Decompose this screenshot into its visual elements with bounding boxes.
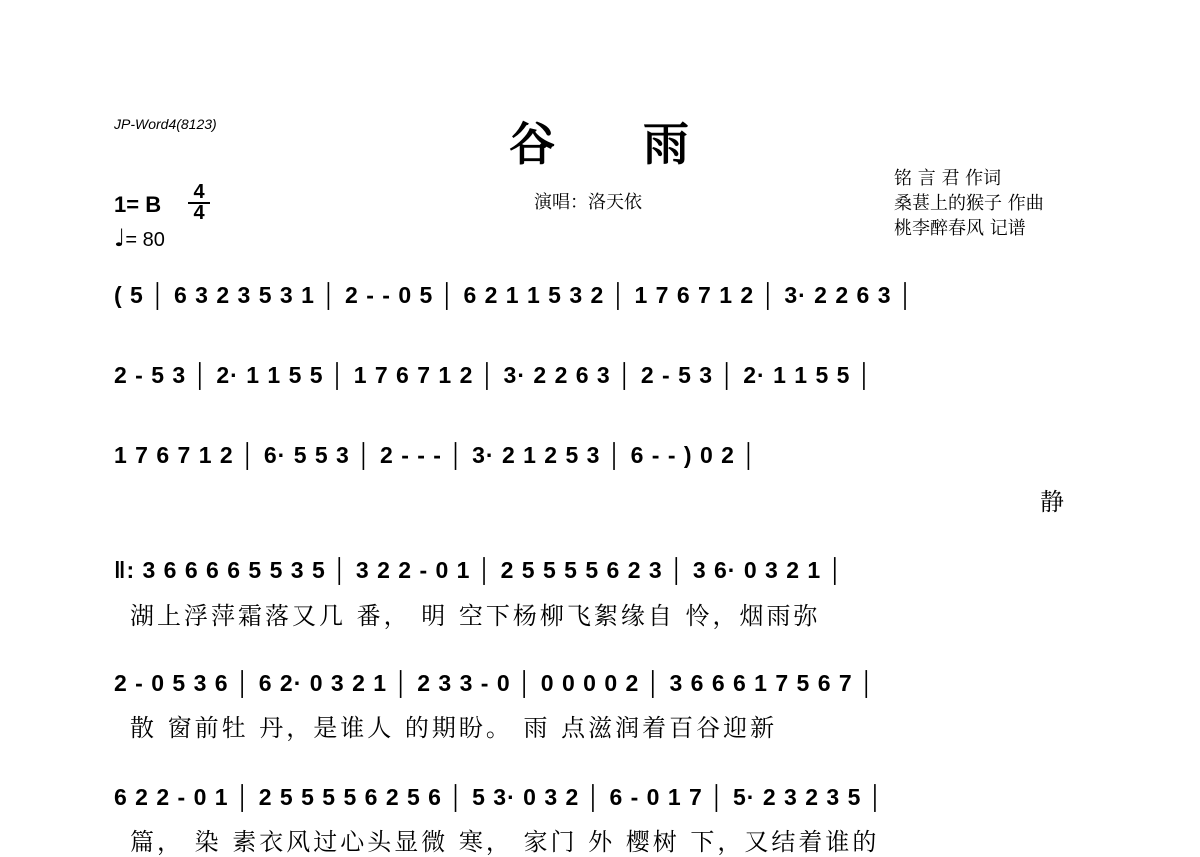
staff-line-4: ‖: 3 6 6 6 6 5 5 3 5 │ 3 2 2 - 0 1 │ 2 5 5 5 5 6 2 3 │ 3 6· 0 3 2 1 │ (114, 557, 844, 583)
song-title (0, 108, 1200, 174)
lyric-line-6: 篇， 染 素衣风过心头显微 寒， 家门 外 樱树 下，又结着谁的 (130, 828, 880, 856)
staff-line-2: 2 - 5 3 │ 2· 1 1 5 5 │ 1 7 6 7 1 2 │ 3· 2 2 6 3 │ 2 - 5 3 │ 2· 1 1 5 5 │ (114, 362, 874, 388)
key-signature: 1= B (114, 192, 162, 217)
lyric-line-4: 湖上浮萍霜落又几 番， 明 空下杨柳飞絮缘自 怜，烟雨弥 (130, 602, 821, 630)
lyricist-credit: 铭 言 君 作词 (894, 168, 1002, 189)
transcriber-credit: 桃李醉春风 记谱 (894, 218, 1026, 239)
singer-credit: 演唱：洛天依 (534, 192, 642, 213)
tempo-mark (114, 224, 165, 252)
quarter-note-icon: ♩ (114, 224, 126, 252)
lyric-line-5: 散 窗前牡 丹，是谁人 的期盼。 雨 点滋润着百谷迎新 (130, 714, 778, 742)
staff-line-5: 2 - 0 5 3 6 │ 6 2· 0 3 2 1 │ 2 3 3 - 0 │ 0 0 0 0 2 │ 3 6 6 6 1 7 5 6 7 │ (114, 670, 876, 696)
staff-line-3: 1 7 6 7 1 2 │ 6· 5 5 3 │ 2 - - - │ 3· 2 1 2 5 3 │ 6 - - ) 0 2 │ (114, 442, 758, 468)
title-part-1: 谷 (509, 117, 557, 171)
source-label: JP-Word4(8123) (114, 116, 217, 132)
tempo-value: = 80 (125, 229, 165, 251)
composer-credit: 桑葚上的猴子 作曲 (894, 193, 1044, 214)
time-signature (186, 181, 212, 224)
meter-top: 4 (193, 181, 205, 203)
meter-bottom: 4 (193, 202, 205, 224)
lyric-line-3: 静 (1040, 488, 1064, 516)
staff-line-6: 6 2 2 - 0 1 │ 2 5 5 5 5 6 2 5 6 │ 5 3· 0 3 2 │ 6 - 0 1 7 │ 5· 2 3 2 3 5 │ (114, 784, 885, 810)
staff-line-1: ( 5 │ 6 3 2 3 5 3 1 │ 2 - - 0 5 │ 6 2 1 1 5 3 2 │ 1 7 6 7 1 2 │ 3· 2 2 6 3 │ (114, 282, 915, 308)
title-part-2: 雨 (643, 117, 691, 171)
